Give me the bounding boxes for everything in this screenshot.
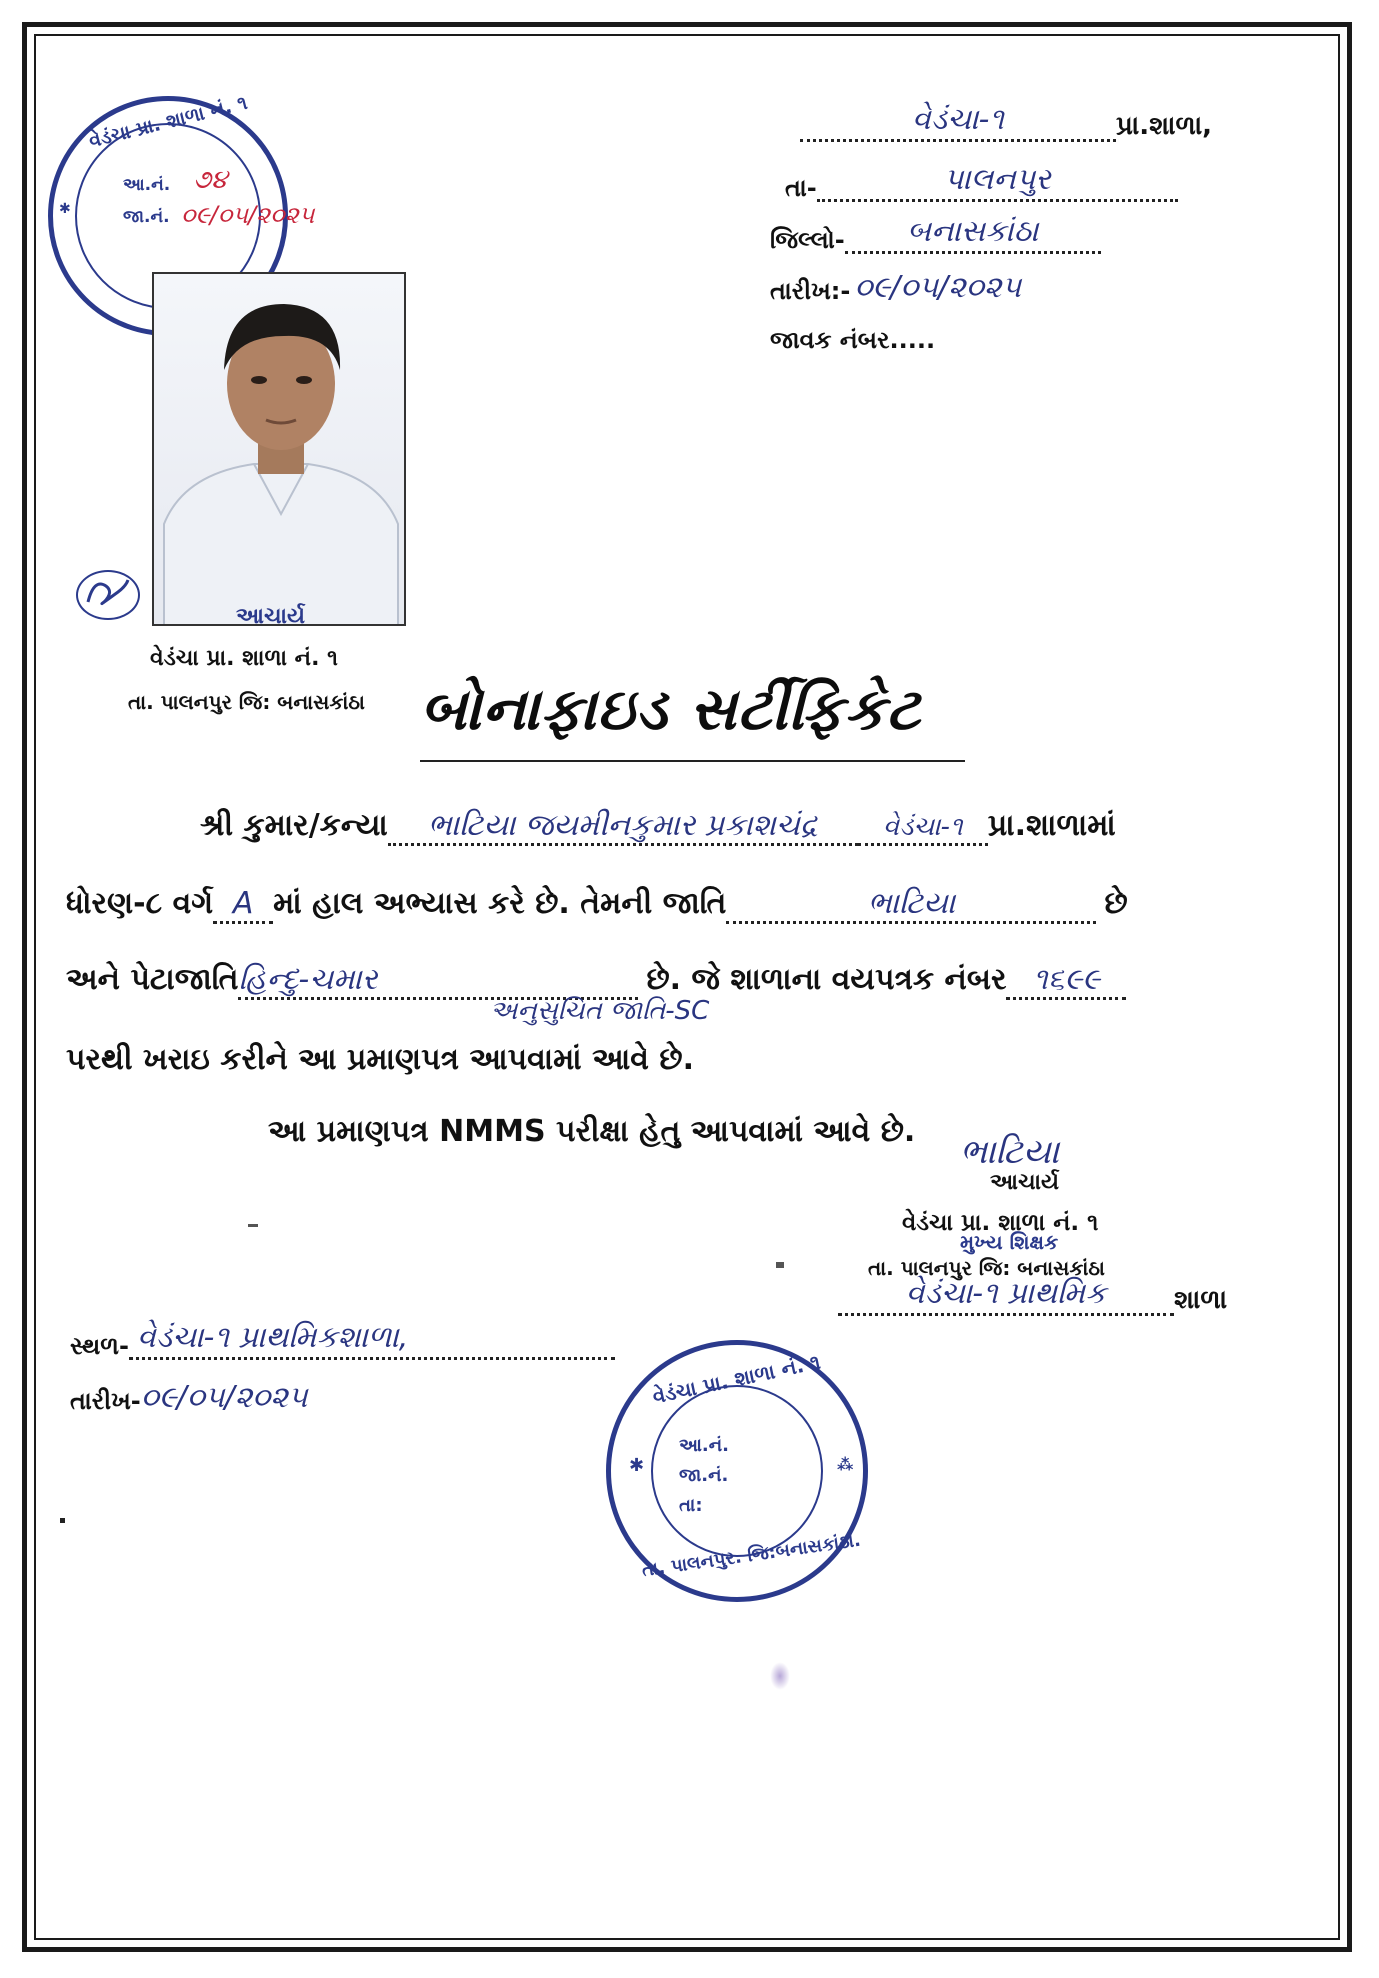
certificate-line-3 bbox=[66, 962, 1126, 1000]
certificate-title: બોનાફાઇડ સર્ટીફિકેટ bbox=[420, 675, 921, 743]
left-principal-title: આચાર્ય bbox=[236, 604, 305, 629]
footer-date-value: ૦૯/૦૫/૨૦૨૫ bbox=[140, 1380, 308, 1415]
asterisk-icon: ⁂ bbox=[837, 1455, 854, 1474]
ink-speck bbox=[60, 1518, 65, 1523]
student-name: ભાટિયા જયમીનકુમાર પ્રકાશચંદ્ર bbox=[427, 808, 818, 843]
footer-place-line bbox=[70, 1320, 615, 1360]
student-portrait-image bbox=[154, 274, 406, 626]
top-stamp-an-value: ૭૪ bbox=[193, 165, 228, 195]
header-district-label: જિલ્લો- bbox=[770, 226, 845, 254]
line3-mid: છે. જે શાળાના વયપત્રક નંબર bbox=[646, 962, 1007, 997]
right-place-stamp: તા. પાલનપુર જિ: બનાસકાંઠા bbox=[868, 1256, 1105, 1280]
bottom-stamp-inner-ring bbox=[651, 1385, 823, 1557]
footer-place-label: સ્થળ- bbox=[70, 1332, 129, 1360]
header-date-value: ૦૯/૦૫/૨૦૨૫ bbox=[854, 270, 1022, 305]
header-date-label: તારીખ:- bbox=[770, 277, 851, 305]
top-stamp-an-label: આ.નં. bbox=[123, 175, 171, 195]
top-stamp-jn-value: ૦૯/૦૫/૨૦૨૫ bbox=[181, 201, 315, 229]
certificate-line-4: પરથી ખરાઇ કરીને આ પ્રમાણપત્ર આપવામાં આવે છે. bbox=[66, 1042, 694, 1077]
certificate-line-2 bbox=[66, 886, 1128, 924]
bottom-stamp-an-label: આ.નં. bbox=[679, 1435, 729, 1456]
left-principal-school: વેડંચા પ્રા. શાળા નં. ૧ bbox=[150, 646, 338, 671]
star-icon: ✱ bbox=[59, 201, 71, 217]
caste-annotation: અનુસુચિત જાતિ-SC bbox=[490, 996, 710, 1026]
top-stamp-jn-label: જા.નં. bbox=[123, 207, 170, 227]
ink-speck bbox=[248, 1224, 258, 1227]
student-photo bbox=[152, 272, 406, 626]
line1-school: વેડંચા-૧ bbox=[882, 812, 963, 842]
bottom-school-stamp bbox=[606, 1340, 868, 1602]
right-school-value: વેડંચા-૧ પ્રાથમિક bbox=[905, 1276, 1107, 1311]
header-taluka-value: પાલનપુર bbox=[943, 162, 1051, 197]
subcaste-value: હિન્દુ-ચમાર bbox=[238, 962, 378, 997]
register-number: ૧૬૯૯ bbox=[1032, 962, 1100, 997]
right-school-line bbox=[838, 1276, 1227, 1316]
left-principal-place: તા. પાલનપુર જિ: બનાસકાંઠા bbox=[128, 690, 365, 714]
header-taluka-label: તા- bbox=[785, 174, 817, 202]
ink-speck bbox=[776, 1262, 784, 1268]
right-school-stamp: વેડંચા પ્રા. શાળા નં. ૧ bbox=[902, 1210, 1099, 1236]
right-school-suffix: શાળા bbox=[1174, 1285, 1228, 1315]
header-school-suffix: પ્રા.શાળા, bbox=[1116, 111, 1213, 141]
line1-suffix: પ્રા.શાળામાં bbox=[987, 808, 1116, 843]
footer-date-label: તારીખ- bbox=[70, 1387, 141, 1415]
left-signature-mark bbox=[76, 570, 140, 620]
right-principal-title: આચાર્ય bbox=[990, 1170, 1059, 1195]
header-outward-no: જાવક નંબર..... bbox=[770, 326, 936, 354]
class-value: A bbox=[232, 886, 254, 921]
header-school-line bbox=[800, 102, 1212, 142]
footer-date-line bbox=[70, 1380, 308, 1415]
footer-place-value: વેડંચા-૧ પ્રાથમિકશાળા, bbox=[136, 1320, 409, 1355]
header-date-line bbox=[770, 270, 1021, 305]
caste-value: ભાટિયા bbox=[867, 886, 956, 921]
ink-smudge bbox=[770, 1662, 790, 1690]
right-principal-signature: ભાટિયા bbox=[960, 1132, 1060, 1172]
header-taluka-line bbox=[785, 162, 1178, 202]
header-school-value: વેડંચા-૧ bbox=[911, 102, 1005, 137]
line3-prefix: અને પેટાજાતિ bbox=[66, 962, 239, 997]
bottom-stamp-ta-label: તા: bbox=[679, 1495, 703, 1516]
line2-suffix: છે bbox=[1104, 886, 1128, 921]
bottom-stamp-bottom-text: તા. પાલનપુર. જિ:બનાસકાંઠા. bbox=[640, 1529, 863, 1582]
header-district-value: બનાસકાંઠા bbox=[907, 214, 1039, 249]
line2-mid: માં હાલ અભ્યાસ કરે છે. તેમની જાતિ bbox=[273, 886, 727, 921]
title-underline bbox=[420, 760, 965, 762]
signature-icon bbox=[78, 572, 134, 614]
star-icon: ✱ bbox=[629, 1455, 645, 1476]
certificate-line-5: આ પ્રમાણપત્ર NMMS પરીક્ષા હેતુ આપવામાં આવે છે. bbox=[268, 1114, 916, 1149]
bottom-stamp-arc-text: વેડંચા પ્રા. શાળા નં. ૧ bbox=[650, 1349, 823, 1409]
bottom-stamp-jn-label: જા.નં. bbox=[679, 1465, 729, 1486]
top-stamp-arc-text: વેડંચા પ્રા. શાળા નં. ૧ bbox=[86, 91, 250, 153]
right-role-stamp: મુખ્ય શિક્ષક bbox=[960, 1230, 1059, 1254]
header-district-line bbox=[770, 214, 1101, 254]
certificate-line-1 bbox=[200, 808, 1116, 846]
line1-prefix: શ્રી કુમાર/કન્યા bbox=[200, 808, 388, 843]
line2-prefix: ધોરણ-૮ વર્ગ bbox=[66, 886, 214, 921]
